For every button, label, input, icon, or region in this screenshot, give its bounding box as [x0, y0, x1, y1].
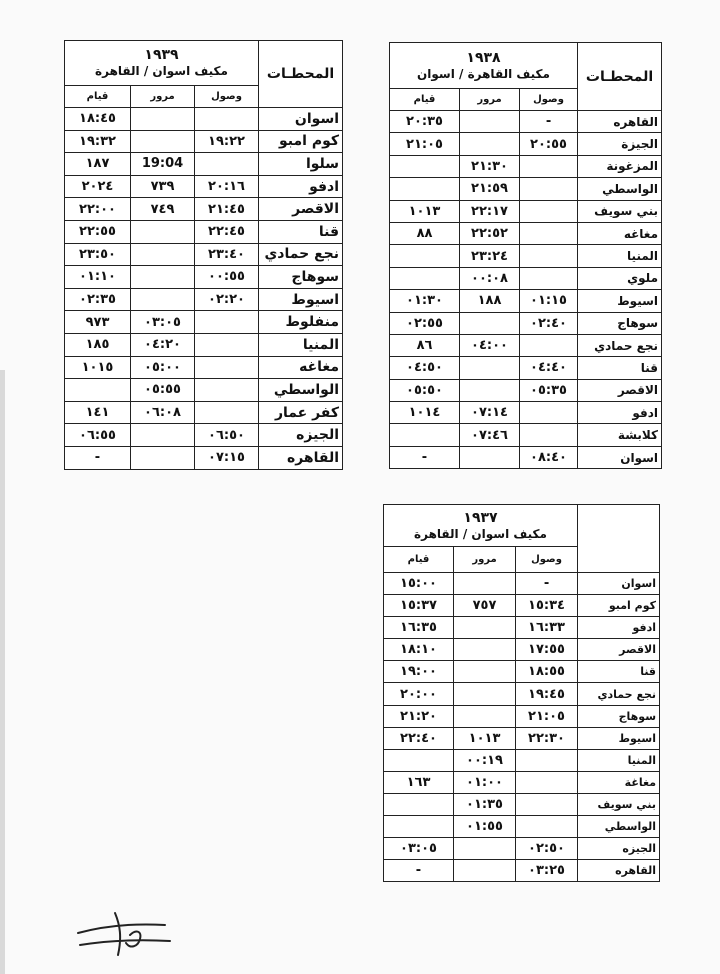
arrival-cell: -: [520, 111, 578, 133]
table-row: [65, 311, 343, 334]
pass-cell: [131, 130, 195, 153]
pass-cell: [460, 111, 520, 133]
station-cell: الاقصر: [259, 198, 343, 221]
station-cell: قنا: [578, 357, 662, 379]
page-edge: [0, 370, 5, 974]
station-cell: اسيوط: [578, 290, 662, 312]
station-cell: المنيا: [578, 245, 662, 267]
pass-cell: ٠٤:٠٠: [460, 334, 520, 356]
table-row: [384, 617, 660, 639]
station-cell: القاهره: [578, 860, 660, 882]
stations-header: المحطـات: [578, 43, 662, 111]
station-cell: الواسطي: [578, 178, 662, 200]
arrival-cell: [516, 749, 578, 771]
station-cell: الواسطي: [259, 379, 343, 402]
pass-cell: [460, 133, 520, 155]
timetable-1938: [389, 42, 662, 469]
pass-header: مرور: [460, 89, 520, 111]
station-cell: المنيا: [578, 749, 660, 771]
table-row: [384, 705, 660, 727]
table-row: [65, 153, 343, 176]
pass-cell: [454, 617, 516, 639]
station-cell: سوهاج: [259, 266, 343, 289]
pass-cell: [131, 108, 195, 131]
arrival-cell: ٢١:٠٥: [516, 705, 578, 727]
arrival-cell: -: [516, 573, 578, 595]
pass-cell: [454, 683, 516, 705]
arrival-cell: [520, 424, 578, 446]
arrival-cell: ٠٢:٢٠: [195, 288, 259, 311]
pass-cell: ٢٣:٢٤: [460, 245, 520, 267]
pass-cell: ٢٢:٥٢: [460, 222, 520, 244]
table-row: [384, 838, 660, 860]
station-cell: الواسطي: [578, 816, 660, 838]
arrival-cell: [520, 245, 578, 267]
depart-header: قيام: [390, 89, 460, 111]
station-cell: الاقصر: [578, 639, 660, 661]
table-row: [65, 198, 343, 221]
depart-cell: ١٨:٤٥: [65, 108, 131, 131]
pass-cell: [454, 661, 516, 683]
table-row: [390, 334, 662, 356]
pass-cell: 19:04: [131, 153, 195, 176]
depart-cell: ٠٢:٥٥: [390, 312, 460, 334]
table-row: [390, 133, 662, 155]
arrival-cell: ٢٠:٥٥: [520, 133, 578, 155]
table-row: [390, 267, 662, 289]
arrival-cell: ١٩:٤٥: [516, 683, 578, 705]
arrival-cell: ٠٤:٤٠: [520, 357, 578, 379]
table-row: [65, 379, 343, 402]
table-row: [390, 245, 662, 267]
depart-cell: ٢١:٢٠: [384, 705, 454, 727]
timetable-1939: [64, 40, 343, 470]
station-cell: بني سويف: [578, 200, 662, 222]
station-cell: سوهاج: [578, 312, 662, 334]
pass-cell: ٢٢:١٧: [460, 200, 520, 222]
pass-cell: ٠٦:٠٨: [131, 401, 195, 424]
arrival-cell: [520, 200, 578, 222]
pass-cell: ٠٠:١٩: [454, 749, 516, 771]
pass-cell: ٠٠:٠٨: [460, 267, 520, 289]
table-row: [384, 595, 660, 617]
arrival-cell: [195, 108, 259, 131]
arrival-cell: [520, 155, 578, 177]
table-row: [384, 727, 660, 749]
pass-cell: [454, 705, 516, 727]
table-row: [384, 749, 660, 771]
arrival-cell: ٢٠:١٦: [195, 175, 259, 198]
table-row: [65, 446, 343, 469]
depart-cell: ٠٣:٠٥: [384, 838, 454, 860]
pass-cell: [131, 243, 195, 266]
depart-cell: ٢٢:٥٥: [65, 220, 131, 243]
pass-cell: [131, 288, 195, 311]
table-row: [390, 155, 662, 177]
pass-cell: ٠٥:٠٠: [131, 356, 195, 379]
arrival-header: وصول: [195, 86, 259, 108]
stations-header: [578, 505, 660, 573]
depart-cell: [390, 178, 460, 200]
pass-header: مرور: [454, 547, 516, 573]
pass-cell: ٧٥٧: [454, 595, 516, 617]
station-cell: قنا: [578, 661, 660, 683]
depart-cell: ١٠١٤: [390, 402, 460, 424]
arrival-cell: ٠٣:٢٥: [516, 860, 578, 882]
pass-cell: ١٠١٣: [454, 727, 516, 749]
depart-header: قيام: [65, 86, 131, 108]
depart-cell: ٠٦:٥٥: [65, 424, 131, 447]
pass-cell: [454, 639, 516, 661]
table-row: [390, 312, 662, 334]
depart-cell: ٠٤:٥٠: [390, 357, 460, 379]
arrival-cell: [195, 311, 259, 334]
depart-cell: ٢٠٢٤: [65, 175, 131, 198]
depart-cell: [390, 245, 460, 267]
table-row: [390, 222, 662, 244]
table-row: [65, 220, 343, 243]
station-cell: مغاغه: [259, 356, 343, 379]
arrival-cell: [520, 222, 578, 244]
arrival-cell: ٢٣:٤٠: [195, 243, 259, 266]
station-cell: اسوان: [259, 108, 343, 131]
arrival-cell: [520, 178, 578, 200]
pass-cell: ٠١:٣٥: [454, 793, 516, 815]
pass-cell: ٠٤:٢٠: [131, 333, 195, 356]
depart-cell: ١٠١٥: [65, 356, 131, 379]
year-label: ١٩٣٨: [466, 49, 501, 66]
pass-cell: ٠١:٠٠: [454, 771, 516, 793]
arrival-cell: ٠٨:٤٠: [520, 446, 578, 468]
depart-cell: ٠١:١٠: [65, 266, 131, 289]
arrival-cell: ١٥:٣٤: [516, 595, 578, 617]
depart-cell: ٠٢:٣٥: [65, 288, 131, 311]
arrival-cell: ٠١:١٥: [520, 290, 578, 312]
pass-cell: ٠٧:٤٦: [460, 424, 520, 446]
arrival-cell: ١٦:٣٣: [516, 617, 578, 639]
table-row: [65, 243, 343, 266]
depart-cell: [384, 816, 454, 838]
pass-cell: [131, 424, 195, 447]
depart-cell: ٢٠:٠٠: [384, 683, 454, 705]
year-label: ١٩٣٧: [463, 509, 498, 526]
depart-cell: ٢٢:٠٠: [65, 198, 131, 221]
station-cell: مغاغة: [578, 771, 660, 793]
station-cell: ملوي: [578, 267, 662, 289]
pass-cell: [460, 312, 520, 334]
depart-cell: ١٠١٣: [390, 200, 460, 222]
table-row: [390, 178, 662, 200]
handwritten-signature: [70, 905, 180, 960]
arrival-cell: [516, 793, 578, 815]
table-row: [65, 175, 343, 198]
station-cell: نجع حمادي: [578, 334, 662, 356]
arrival-cell: [195, 379, 259, 402]
arrival-cell: [520, 402, 578, 424]
pass-cell: [454, 573, 516, 595]
depart-cell: [390, 424, 460, 446]
station-cell: اسيوط: [578, 727, 660, 749]
station-cell: الاقصر: [578, 379, 662, 401]
pass-cell: ٢١:٥٩: [460, 178, 520, 200]
table-title: [65, 41, 259, 86]
pass-cell: ٢١:٣٠: [460, 155, 520, 177]
station-cell: اسيوط: [259, 288, 343, 311]
route-label: مكيف اسوان / القاهرة: [95, 64, 228, 78]
depart-header: قيام: [384, 547, 454, 573]
arrival-cell: [520, 267, 578, 289]
station-cell: الجيزه: [259, 424, 343, 447]
station-cell: بني سويف: [578, 793, 660, 815]
pass-cell: [131, 266, 195, 289]
depart-cell: ١٥:٠٠: [384, 573, 454, 595]
depart-cell: ٢٠:٣٥: [390, 111, 460, 133]
depart-cell: -: [384, 860, 454, 882]
arrival-cell: ٠٦:٥٠: [195, 424, 259, 447]
table-row: [65, 401, 343, 424]
station-cell: ادفو: [578, 402, 662, 424]
table-row: [384, 573, 660, 595]
pass-header: مرور: [131, 86, 195, 108]
table-row: [390, 446, 662, 468]
table-row: [390, 290, 662, 312]
pass-cell: ٠٥:٥٥: [131, 379, 195, 402]
table-row: [390, 424, 662, 446]
depart-cell: ١٩:٠٠: [384, 661, 454, 683]
table-row: [390, 402, 662, 424]
table-row: [65, 266, 343, 289]
pass-cell: ١٨٨: [460, 290, 520, 312]
depart-cell: [65, 379, 131, 402]
pass-cell: [131, 220, 195, 243]
station-cell: اسوان: [578, 446, 662, 468]
depart-cell: ١٨:١٠: [384, 639, 454, 661]
arrival-cell: ٢٢:٣٠: [516, 727, 578, 749]
station-cell: ادفو: [259, 175, 343, 198]
pass-cell: ٧٣٩: [131, 175, 195, 198]
table-row: [65, 130, 343, 153]
route-label: مكيف اسوان / القاهرة: [414, 526, 547, 541]
pass-cell: ٠٧:١٤: [460, 402, 520, 424]
depart-cell: [390, 155, 460, 177]
depart-cell: ٩٧٣: [65, 311, 131, 334]
pass-cell: ٠١:٥٥: [454, 816, 516, 838]
pass-cell: ٠٣:٠٥: [131, 311, 195, 334]
arrival-cell: ٠٢:٤٠: [520, 312, 578, 334]
depart-cell: ١٤١: [65, 401, 131, 424]
station-cell: ادفو: [578, 617, 660, 639]
depart-cell: [384, 793, 454, 815]
arrival-cell: ٠٥:٣٥: [520, 379, 578, 401]
table-row: [384, 639, 660, 661]
depart-cell: ٢٢:٤٠: [384, 727, 454, 749]
arrival-cell: [195, 356, 259, 379]
depart-cell: ١٦٣: [384, 771, 454, 793]
pass-cell: [454, 838, 516, 860]
table-row: [390, 379, 662, 401]
pass-cell: ٧٤٩: [131, 198, 195, 221]
table-row: [384, 661, 660, 683]
arrival-cell: ٠٠:٥٥: [195, 266, 259, 289]
table-row: [65, 356, 343, 379]
arrival-cell: ١٩:٢٢: [195, 130, 259, 153]
timetable-1937: [383, 504, 660, 882]
table-row: [390, 357, 662, 379]
depart-cell: ١٩:٣٢: [65, 130, 131, 153]
stations-header: المحطـات: [259, 41, 343, 108]
depart-cell: ١٨٥: [65, 333, 131, 356]
arrival-cell: [516, 816, 578, 838]
table-row: [65, 333, 343, 356]
depart-cell: ٠٥:٥٠: [390, 379, 460, 401]
table-row: [390, 200, 662, 222]
table-row: [65, 108, 343, 131]
table-row: [390, 111, 662, 133]
station-cell: القاهره: [259, 446, 343, 469]
station-cell: كوم امبو: [578, 595, 660, 617]
depart-cell: -: [390, 446, 460, 468]
table-row: [384, 683, 660, 705]
station-cell: نجع حمادي: [259, 243, 343, 266]
station-cell: مغاغه: [578, 222, 662, 244]
depart-cell: ٨٦: [390, 334, 460, 356]
arrival-cell: ١٨:٥٥: [516, 661, 578, 683]
arrival-cell: [195, 153, 259, 176]
arrival-cell: [195, 333, 259, 356]
arrival-cell: [516, 771, 578, 793]
station-cell: الجيزة: [578, 133, 662, 155]
depart-cell: ٢٣:٥٠: [65, 243, 131, 266]
station-cell: المنيا: [259, 333, 343, 356]
route-label: مكيف القاهرة / اسوان: [417, 66, 550, 81]
table-row: [384, 793, 660, 815]
station-cell: قنا: [259, 220, 343, 243]
arrival-cell: [520, 334, 578, 356]
arrival-header: وصول: [520, 89, 578, 111]
station-cell: القاهره: [578, 111, 662, 133]
arrival-cell: ٠٢:٥٠: [516, 838, 578, 860]
arrival-cell: ٢١:٤٥: [195, 198, 259, 221]
station-cell: كفر عمار: [259, 401, 343, 424]
pass-cell: [460, 379, 520, 401]
depart-cell: ١٦:٣٥: [384, 617, 454, 639]
station-cell: المزغونة: [578, 155, 662, 177]
depart-cell: ١٥:٣٧: [384, 595, 454, 617]
arrival-cell: ١٧:٥٥: [516, 639, 578, 661]
table-title: [384, 505, 578, 547]
station-cell: سوهاج: [578, 705, 660, 727]
table-row: [65, 288, 343, 311]
table-title: [390, 43, 578, 89]
pass-cell: [460, 446, 520, 468]
depart-cell: ٠١:٣٠: [390, 290, 460, 312]
arrival-header: وصول: [516, 547, 578, 573]
station-cell: كلابشة: [578, 424, 662, 446]
pass-cell: [460, 357, 520, 379]
table-row: [65, 424, 343, 447]
arrival-cell: [195, 401, 259, 424]
depart-cell: ١٨٧: [65, 153, 131, 176]
depart-cell: ٨٨: [390, 222, 460, 244]
station-cell: كوم امبو: [259, 130, 343, 153]
pass-cell: [131, 446, 195, 469]
arrival-cell: ٢٢:٤٥: [195, 220, 259, 243]
depart-cell: ٢١:٠٥: [390, 133, 460, 155]
station-cell: اسوان: [578, 573, 660, 595]
station-cell: الجيزه: [578, 838, 660, 860]
table-row: [384, 860, 660, 882]
station-cell: منفلوط: [259, 311, 343, 334]
pass-cell: [454, 860, 516, 882]
arrival-cell: ٠٧:١٥: [195, 446, 259, 469]
station-cell: نجع حمادي: [578, 683, 660, 705]
depart-cell: -: [65, 446, 131, 469]
year-label: ١٩٣٩: [144, 47, 179, 63]
depart-cell: [390, 267, 460, 289]
station-cell: سلوا: [259, 153, 343, 176]
table-row: [384, 816, 660, 838]
table-row: [384, 771, 660, 793]
depart-cell: [384, 749, 454, 771]
